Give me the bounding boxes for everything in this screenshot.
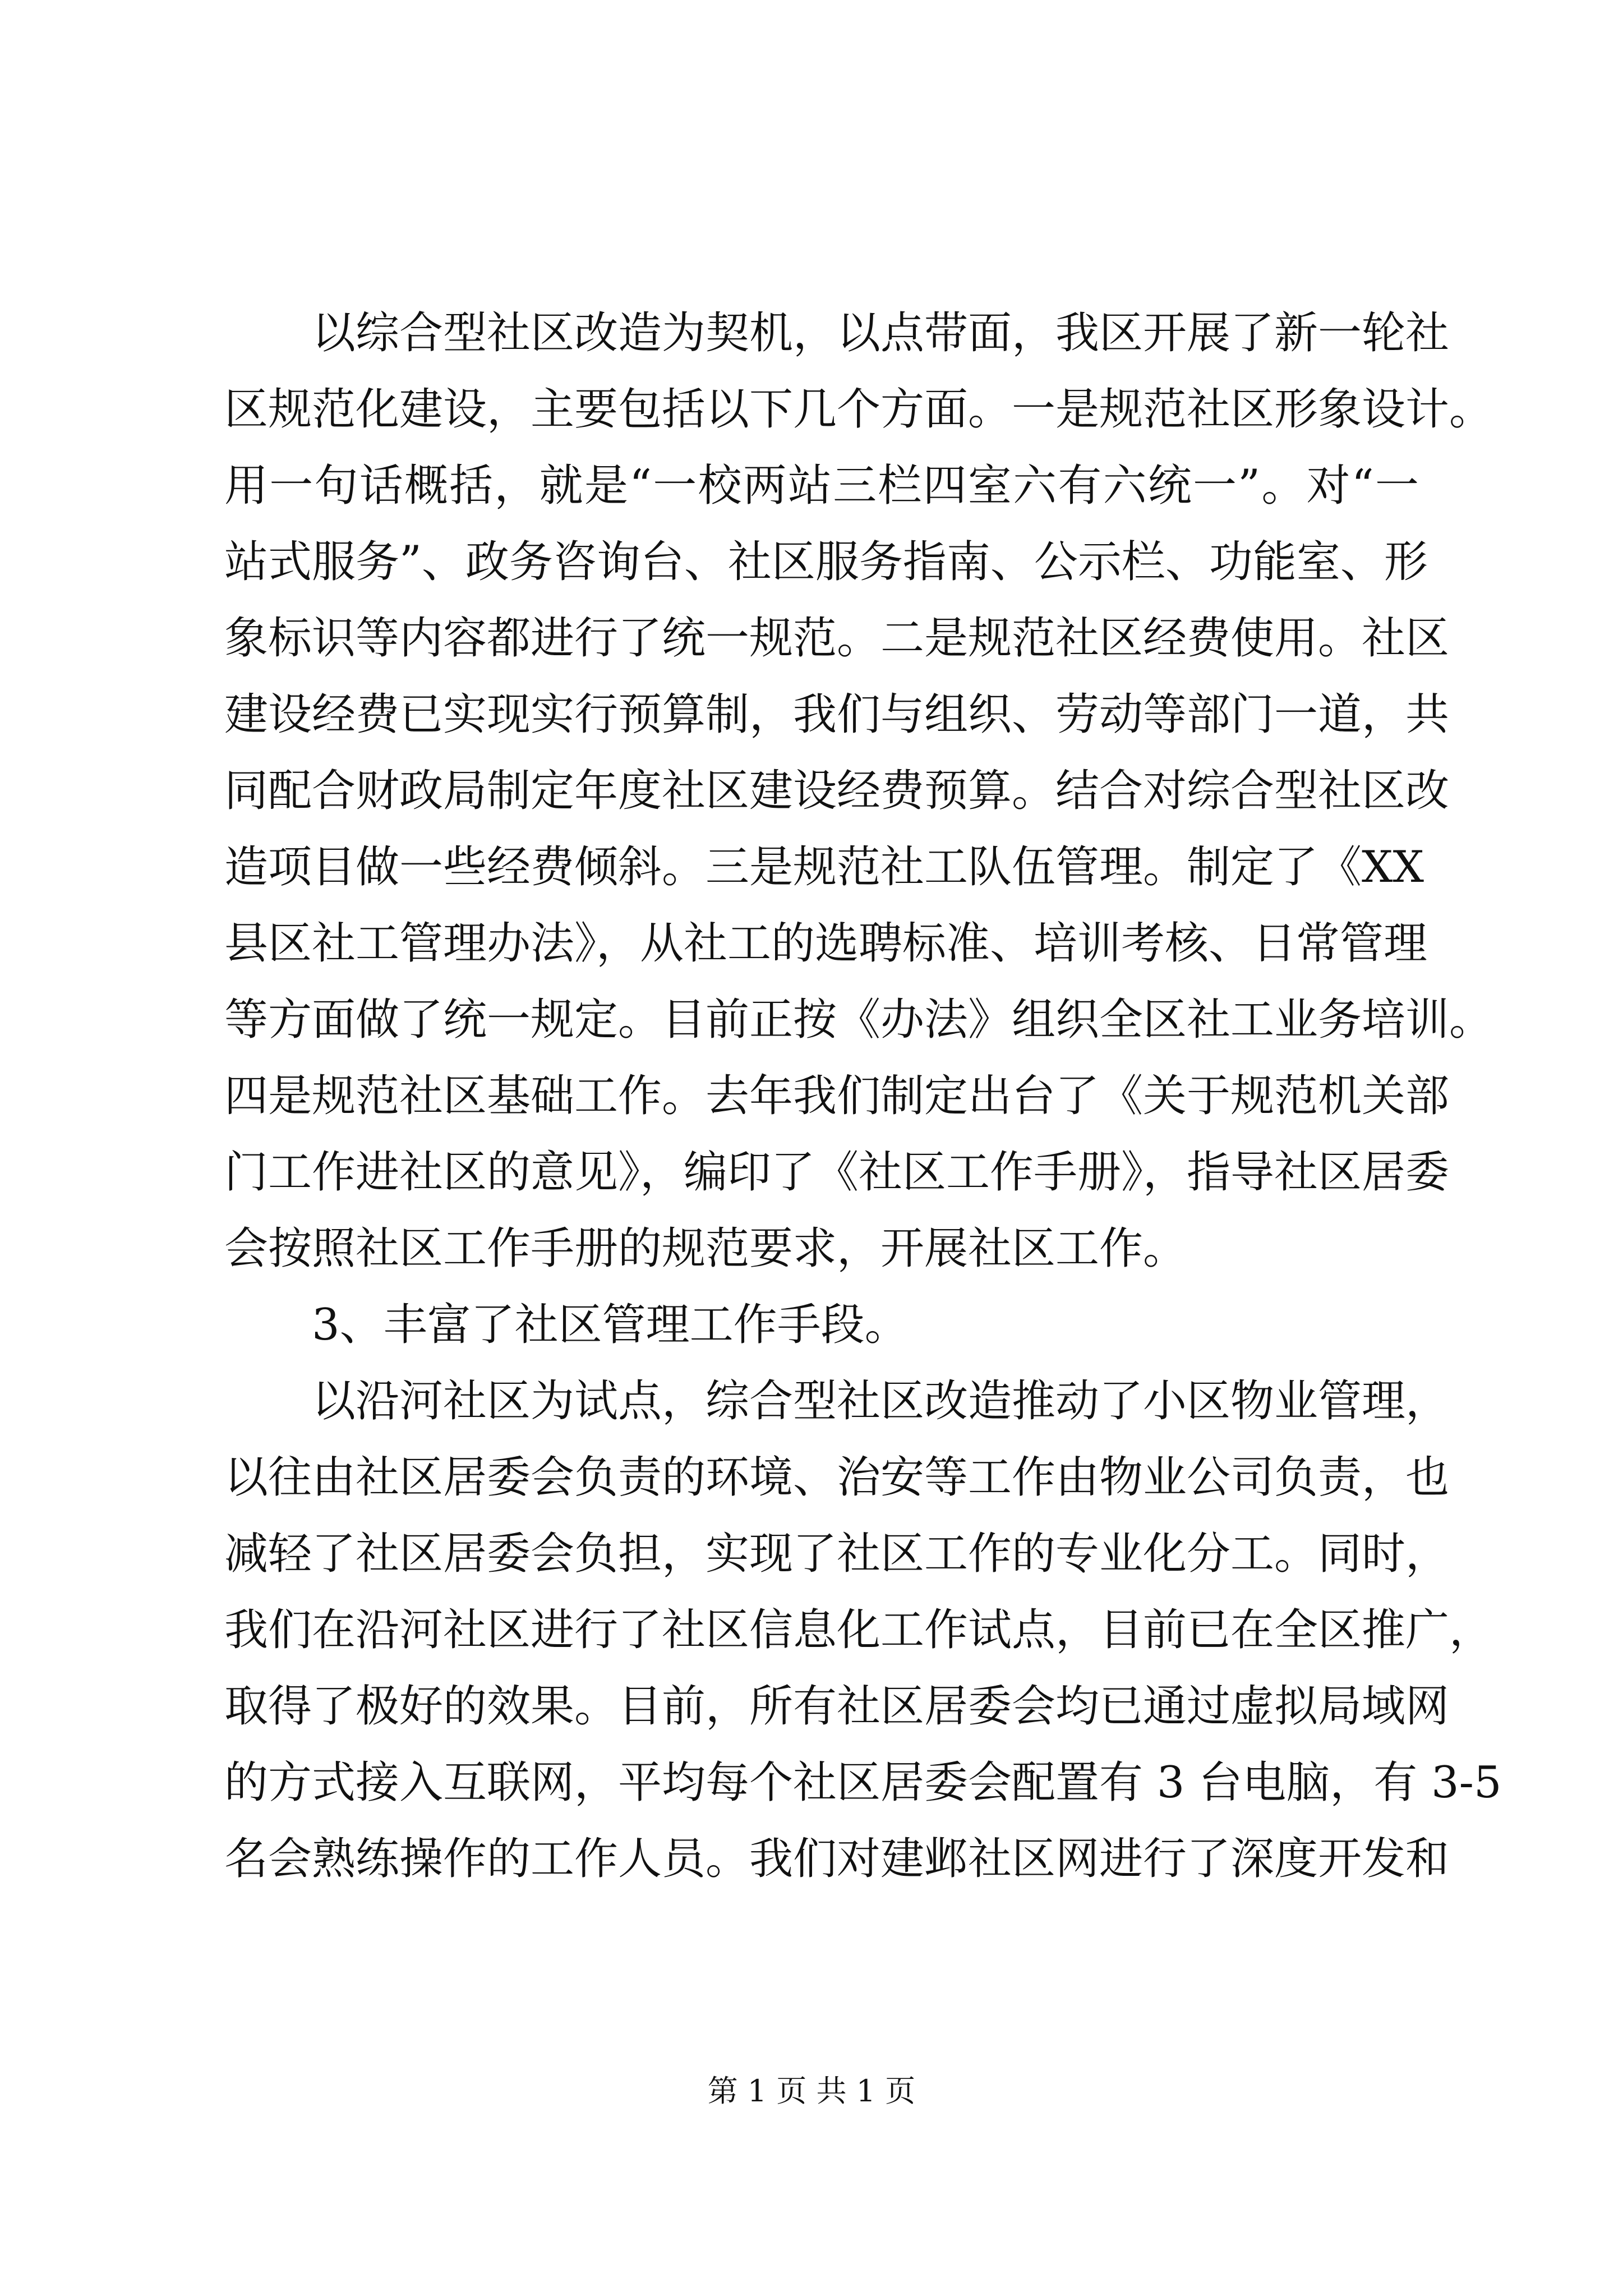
paragraph-line: 县区社工管理办法》，从社工的选聘标准、培训考核、日常管理 bbox=[224, 918, 1428, 969]
paragraph-line: 站式服务”、政务咨询台、社区服务指南、公示栏、功能室、形 bbox=[224, 537, 1428, 587]
paragraph-line: 同配合财政局制定年度社区建设经费预算。结合对综合型社区改 bbox=[224, 766, 1450, 816]
paragraph-line: 以往由社区居委会负责的环境、治安等工作由物业公司负责，也 bbox=[224, 1452, 1450, 1503]
paragraph-line: 区规范化建设，主要包括以下几个方面。一是规范社区形象设计。 bbox=[224, 384, 1493, 435]
paragraph-line: 建设经费已实现实行预算制，我们与组织、劳动等部门一道，共 bbox=[224, 689, 1450, 740]
paragraph-line: 的方式接入互联网，平均每个社区居委会配置有 3 台电脑，有 3-5 bbox=[224, 1757, 1502, 1808]
section-heading: 3、丰富了社区管理工作手段。 bbox=[312, 1300, 909, 1350]
paragraph-line: 会按照社区工作手册的规范要求，开展社区工作。 bbox=[224, 1223, 1187, 1274]
paragraph-line: 用一句话概括，就是“一校两站三栏四室六有六统一”。对“一 bbox=[224, 461, 1419, 511]
page-footer: 第 1 页 共 1 页 bbox=[707, 2073, 916, 2109]
paragraph-line: 造项目做一些经费倾斜。三是规范社工队伍管理。制定了《XX bbox=[224, 842, 1424, 892]
paragraph-line: 以沿河社区为试点，综合型社区改造推动了小区物业管理， bbox=[312, 1376, 1450, 1427]
paragraph-line: 等方面做了统一规定。目前正按《办法》组织全区社工业务培训。 bbox=[224, 995, 1493, 1045]
paragraph-line: 四是规范社区基础工作。去年我们制定出台了《关于规范机关部 bbox=[224, 1071, 1450, 1121]
paragraph-line: 减轻了社区居委会负担，实现了社区工作的专业化分工。同时， bbox=[224, 1529, 1450, 1579]
paragraph-line: 我们在沿河社区进行了社区信息化工作试点，目前已在全区推广， bbox=[224, 1605, 1493, 1655]
paragraph-line: 名会熟练操作的工作人员。我们对建邺社区网进行了深度开发和 bbox=[224, 1834, 1450, 1884]
paragraph-line: 以综合型社区改造为契机，以点带面，我区开展了新一轮社 bbox=[312, 308, 1450, 358]
paragraph-line: 象标识等内容都进行了统一规范。二是规范社区经费使用。社区 bbox=[224, 613, 1450, 664]
paragraph-line: 取得了极好的效果。目前，所有社区居委会均已通过虚拟局域网 bbox=[224, 1681, 1450, 1732]
paragraph-line: 门工作进社区的意见》，编印了《社区工作手册》，指导社区居委 bbox=[224, 1147, 1450, 1198]
